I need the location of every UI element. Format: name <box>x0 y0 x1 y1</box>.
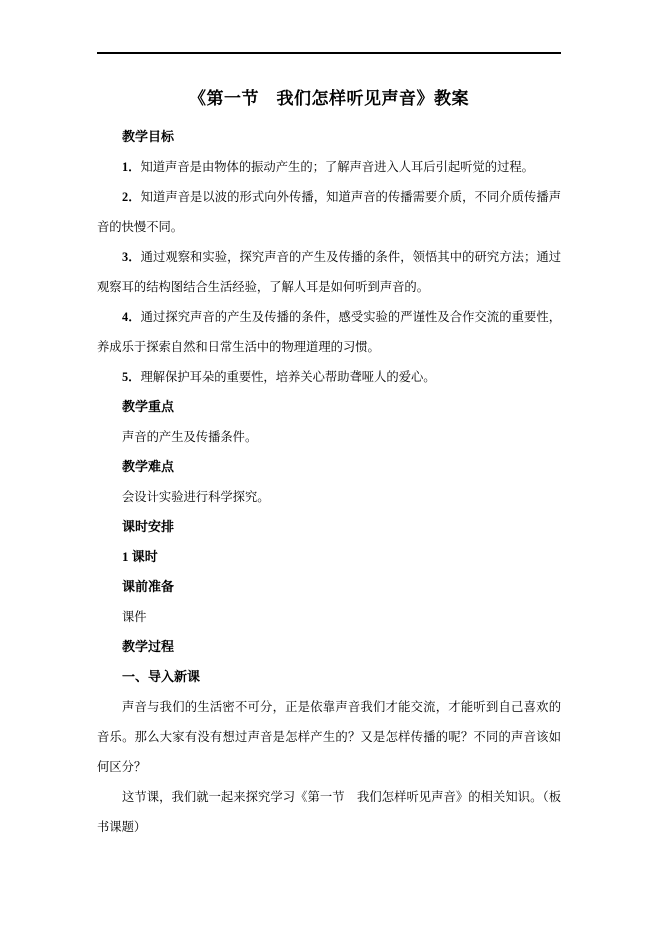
heading-teaching-objectives: 教学目标 <box>122 129 175 144</box>
introduction-paragraph-1: 声音与我们的生活密不可分，正是依靠声音我们才能交流，才能听到自己喜欢的音乐。那么大家有没有想过声音是怎样产生的？又是怎样传播的呢？不同的声音该如何区分？ <box>97 700 561 774</box>
key-points-text: 声音的产生及传播条件。 <box>122 430 258 444</box>
heading-pre-class-preparation: 课前准备 <box>122 579 175 594</box>
objective-item-2 <box>97 182 561 242</box>
list-item-text: 知道声音是由物体的振动产生的；了解声音进入人耳后引起听觉的过程。 <box>140 160 534 174</box>
document-body <box>97 122 561 842</box>
list-item-text: 知道声音是以波的形式向外传播，知道声音的传播需要介质，不同介质传播声音的快慢不同。 <box>97 190 561 234</box>
list-item-text: 理解保护耳朵的重要性，培养关心帮助聋哑人的爱心。 <box>140 370 436 384</box>
list-number: 4． <box>122 310 141 324</box>
list-item-text: 通过观察和实验，探究声音的产生及传播的条件，领悟其中的研究方法；通过观察耳的结构图结合生活经验，了解人耳是如何听到声音的。 <box>97 250 561 294</box>
heading-teaching-difficulties: 教学难点 <box>122 459 175 474</box>
header-rule <box>97 52 561 54</box>
list-number: 1． <box>122 160 141 174</box>
class-hours-text: 1 课时 <box>122 549 158 564</box>
objective-item-3 <box>97 242 561 302</box>
objective-item-4 <box>97 302 561 362</box>
heading-class-hours: 课时安排 <box>122 519 175 534</box>
difficulties-text: 会设计实验进行科学探究。 <box>122 490 270 504</box>
heading-lesson-introduction: 一、导入新课 <box>122 669 201 684</box>
objective-item-1 <box>97 152 561 182</box>
heading-teaching-key-points: 教学重点 <box>122 399 175 414</box>
heading-teaching-process: 教学过程 <box>122 639 175 654</box>
list-number: 5． <box>122 370 141 384</box>
objective-item-5 <box>97 362 561 392</box>
introduction-paragraph-2: 这节课，我们就一起来探究学习《第一节 我们怎样听见声音》的相关知识。（板书课题） <box>97 790 561 834</box>
preparation-text: 课件 <box>122 610 147 624</box>
list-number: 2． <box>122 190 141 204</box>
list-number: 3． <box>122 250 141 264</box>
document-title: 《第一节 我们怎样听见声音》教案 <box>189 89 469 108</box>
list-item-text: 通过探究声音的产生及传播的条件，感受实验的严谨性及合作交流的重要性，养成乐于探索自然和日常生活中的物理道理的习惯。 <box>97 310 561 354</box>
